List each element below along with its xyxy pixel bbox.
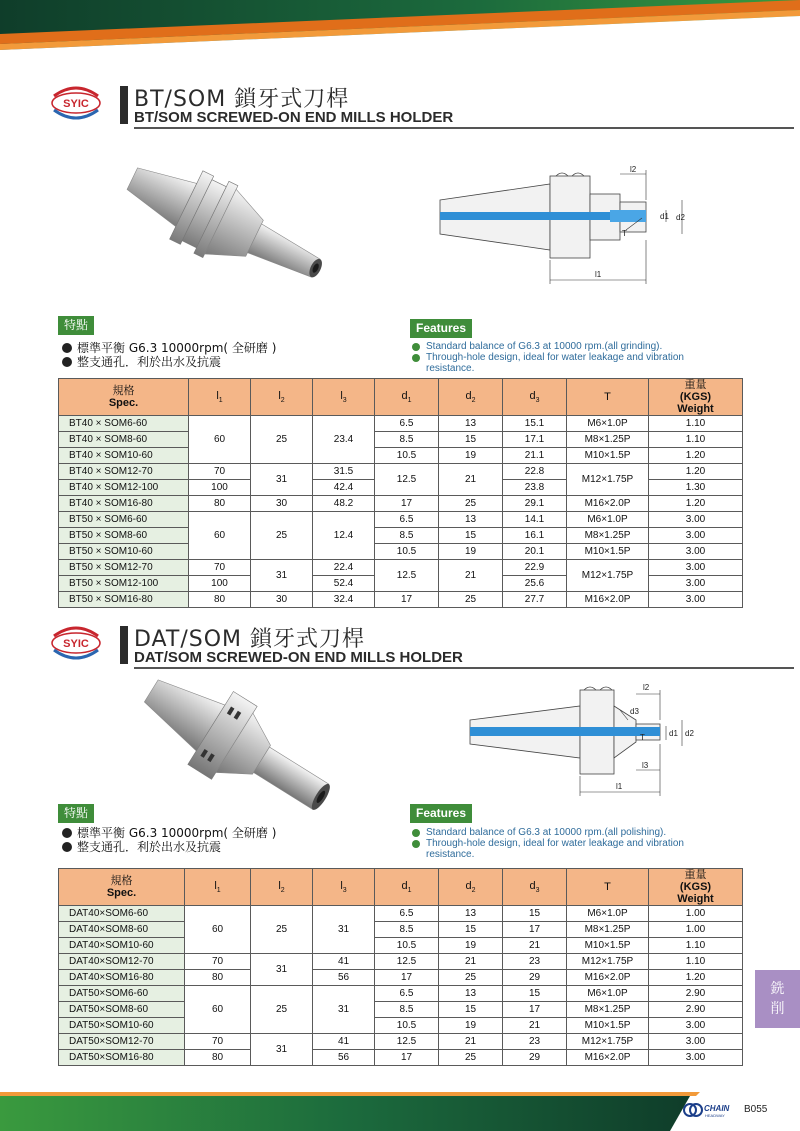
- bt-technical-drawing: [430, 165, 700, 300]
- table-row: DAT50×SOM6-60 60 25 31 6.5 13 15 M6×1.0P 2.90: [59, 986, 743, 1002]
- svg-text:d2: d2: [685, 729, 694, 738]
- bullet-icon: [62, 343, 72, 353]
- section-title-en: BT/SOM SCREWED-ON END MILLS HOLDER: [134, 109, 454, 126]
- section-title-zh: DAT/SOM 鎖牙式刀桿: [134, 627, 366, 652]
- page-number: B055: [744, 1104, 768, 1115]
- bullet-icon: [62, 357, 72, 367]
- bottom-decorative-band: [0, 1092, 800, 1131]
- svg-text:T: T: [622, 229, 627, 238]
- table-row: DAT40×SOM6-60 60 25 31 6.5 13 15 M6×1.0P 1.00: [59, 906, 743, 922]
- svg-text:d2: d2: [676, 213, 685, 222]
- feature-zh-item: 整支通孔．利於出水及抗震: [62, 355, 276, 369]
- section-title-en: DAT/SOM SCREWED-ON END MILLS HOLDER: [134, 649, 463, 666]
- bullet-icon: [412, 354, 420, 362]
- col-l2: $l_2$: [251, 869, 313, 906]
- table-row: DAT40×SOM8-60 8.5 15 17 M8×1.25P 1.00: [59, 922, 743, 938]
- section-header: [50, 620, 750, 670]
- col-d3: $d_3$: [503, 379, 567, 416]
- syic-logo-icon: [50, 84, 102, 122]
- col-weight: 重量 (KGS) Weight: [649, 379, 743, 416]
- feature-zh-item: 整支通孔．利於出水及抗震: [62, 840, 276, 854]
- svg-text:SYIC: SYIC: [63, 638, 89, 650]
- table-row: BT40 × SOM12-100 100 42.4 23.8 1.30: [59, 480, 743, 496]
- tag-features-zh: 特點: [58, 804, 94, 823]
- title-bar-accent: [120, 626, 128, 664]
- title-bar-accent: [120, 86, 128, 124]
- table-row: BT50 × SOM12-100 100 52.4 25.6 3.00: [59, 576, 743, 592]
- chain-headway-logo-icon: [683, 1102, 738, 1118]
- table-row: DAT40×SOM10-60 10.5 19 21 M10×1.5P 1.10: [59, 938, 743, 954]
- col-spec: 規格 Spec.: [59, 379, 189, 416]
- feature-zh-item: 標準平衡 G6.3 10000rpm( 全研磨 ): [62, 341, 276, 355]
- table-row: BT50 × SOM16-80 80 30 32.4 17 25 27.7 M16×2.0P 3.00: [59, 592, 743, 608]
- table-row: BT40 × SOM16-80 80 30 48.2 17 25 29.1 M16×2.0P 1.20: [59, 496, 743, 512]
- bullet-icon: [412, 343, 420, 351]
- bt-spec-table: [58, 378, 743, 608]
- col-weight: 重量 (KGS) Weight: [649, 869, 743, 906]
- bullet-icon: [62, 842, 72, 852]
- col-l1: $l_1$: [189, 379, 251, 416]
- table-row: BT50 × SOM12-70 70 31 22.4 12.5 21 22.9 M12×1.75P 3.00: [59, 560, 743, 576]
- feature-en-item: Standard balance of G6.3 at 10000 rpm.(all grinding).: [412, 341, 732, 352]
- table-row: BT50 × SOM10-60 10.5 19 20.1 M10×1.5P 3.00: [59, 544, 743, 560]
- table-row: BT40 × SOM12-70 70 31 31.5 12.5 21 22.8 M12×1.75P 1.20: [59, 464, 743, 480]
- svg-text:d1: d1: [669, 729, 678, 738]
- table-row: DAT50×SOM8-60 8.5 15 17 M8×1.25P 2.90: [59, 1002, 743, 1018]
- table-row: DAT50×SOM16-80 80 56 17 25 29 M16×2.0P 3.00: [59, 1050, 743, 1066]
- feature-en-item: Standard balance of G6.3 at 10000 rpm.(all polishing).: [412, 827, 732, 838]
- svg-text:SYIC: SYIC: [63, 98, 89, 110]
- title-underline: [134, 127, 794, 129]
- col-l2: $l_2$: [251, 379, 313, 416]
- table-row: DAT50×SOM10-60 10.5 19 21 M10×1.5P 3.00: [59, 1018, 743, 1034]
- features-en-list: [412, 341, 732, 374]
- svg-text:T: T: [640, 733, 645, 742]
- table-row: BT50 × SOM6-60 60 25 12.4 6.5 13 14.1 M6×1.0P 3.00: [59, 512, 743, 528]
- svg-text:CHAIN: CHAIN: [704, 1104, 730, 1113]
- col-thread: T: [567, 869, 649, 906]
- title-underline: [134, 667, 794, 669]
- section-title-zh: BT/SOM 鎖牙式刀桿: [134, 87, 350, 112]
- bt-holder-photo: [105, 165, 345, 305]
- tag-features-en: Features: [410, 319, 472, 338]
- col-d1: $d_1$: [375, 869, 439, 906]
- table-row: BT50 × SOM8-60 8.5 15 16.1 M8×1.25P 3.00: [59, 528, 743, 544]
- feature-zh-item: 標準平衡 G6.3 10000rpm( 全研磨 ): [62, 826, 276, 840]
- bullet-icon: [412, 829, 420, 837]
- features-en-list: [412, 827, 732, 860]
- col-l3: $l_3$: [313, 379, 375, 416]
- svg-text:l1: l1: [616, 782, 623, 791]
- svg-text:l3: l3: [642, 761, 649, 770]
- table-row: BT40 × SOM6-60 60 25 23.4 6.5 13 15.1 M6×1.0P 1.10: [59, 416, 743, 432]
- table-row: BT40 × SOM10-60 10.5 19 21.1 M10×1.5P 1.20: [59, 448, 743, 464]
- col-l1: $l_1$: [185, 869, 251, 906]
- table-row: DAT40×SOM12-70 70 31 41 12.5 21 23 M12×1.75P 1.10: [59, 954, 743, 970]
- dat-spec-table: [58, 868, 743, 1066]
- col-thread: T: [567, 379, 649, 416]
- features-zh-list: [62, 341, 276, 369]
- side-tab-milling[interactable]: 銑 削: [755, 970, 800, 1028]
- svg-text:l2: l2: [630, 165, 637, 174]
- dat-holder-photo: [120, 680, 350, 830]
- col-d2: $d_2$: [439, 379, 503, 416]
- table-row: DAT40×SOM16-80 80 56 17 25 29 M16×2.0P 1.20: [59, 970, 743, 986]
- svg-text:l2: l2: [643, 683, 650, 692]
- svg-text:l1: l1: [595, 270, 602, 279]
- col-l3: $l_3$: [313, 869, 375, 906]
- syic-logo-icon: [50, 624, 102, 662]
- table-row: BT40 × SOM8-60 8.5 15 17.1 M8×1.25P 1.10: [59, 432, 743, 448]
- bullet-icon: [412, 840, 420, 848]
- col-d3: $d_3$: [503, 869, 567, 906]
- tag-features-zh: 特點: [58, 316, 94, 335]
- svg-text:HEADWAY: HEADWAY: [705, 1113, 725, 1118]
- col-d1: $d_1$: [375, 379, 439, 416]
- features-zh-list: [62, 826, 276, 854]
- feature-en-item: Through-hole design, ideal for water leakage and vibration resistance.: [412, 352, 732, 374]
- table-row: DAT50×SOM12-70 70 31 41 12.5 21 23 M12×1.75P 3.00: [59, 1034, 743, 1050]
- col-spec: 規格 Spec.: [59, 869, 185, 906]
- tag-features-en: Features: [410, 804, 472, 823]
- col-d2: $d_2$: [439, 869, 503, 906]
- bullet-icon: [62, 828, 72, 838]
- dat-technical-drawing: [460, 680, 700, 810]
- svg-text:d3: d3: [630, 707, 639, 716]
- section-header: [50, 80, 750, 130]
- top-decorative-band: [0, 0, 800, 58]
- feature-en-item: Through-hole design, ideal for water leakage and vibration resistance.: [412, 838, 732, 860]
- svg-text:d1: d1: [660, 212, 669, 221]
